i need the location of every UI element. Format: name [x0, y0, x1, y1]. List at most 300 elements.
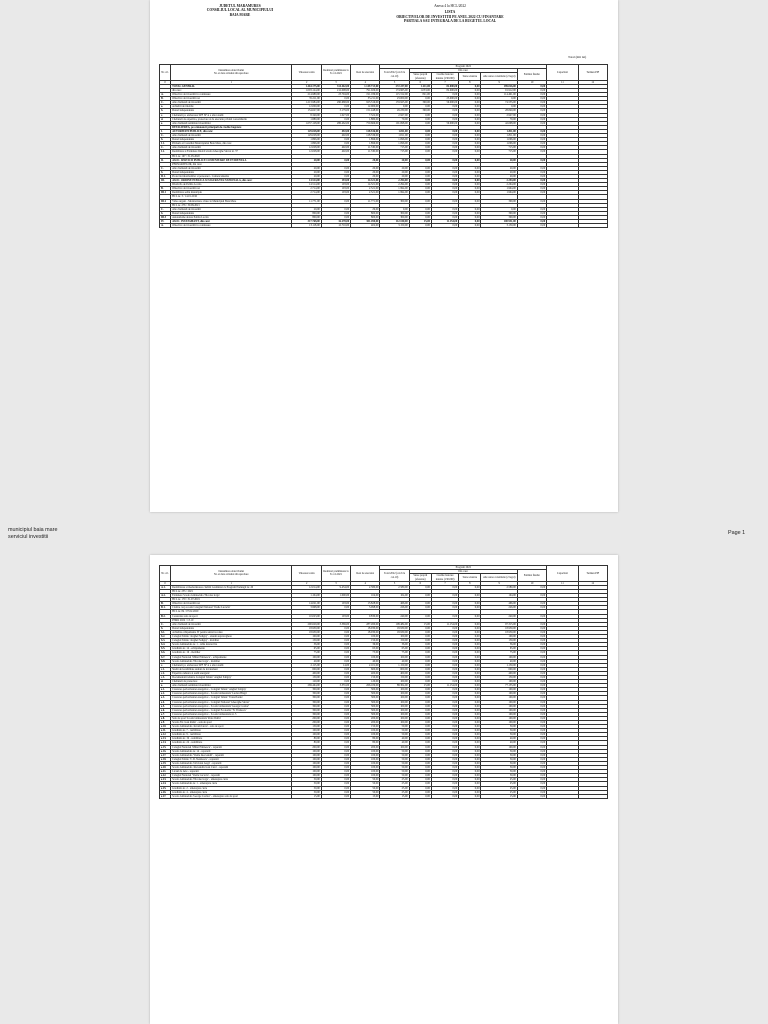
- amount-cell: 50,00: [292, 786, 321, 790]
- amount-cell: 0,00: [431, 93, 458, 97]
- amount-cell: 0,00: [409, 602, 431, 606]
- amount-cell: 50,00: [380, 757, 409, 761]
- amount-cell: 0,00: [431, 215, 458, 219]
- amount-cell: 300,00: [351, 692, 380, 696]
- amount-cell: 0,00: [321, 630, 350, 634]
- row-name: HCL nr. 276 / 30.09.2021: [171, 203, 292, 207]
- amount-cell: 100,00: [481, 712, 517, 716]
- amount-cell: 40,00: [351, 659, 380, 663]
- amount-cell: 715,00: [380, 150, 409, 154]
- amount-cell: 0,00: [321, 778, 350, 782]
- amount-cell: 800,00: [292, 215, 321, 219]
- amount-cell: 200,00: [351, 716, 380, 720]
- amount-cell: 0,00: [409, 105, 431, 109]
- amount-cell: 400,00: [351, 671, 380, 675]
- amount-cell: 0,00: [431, 725, 458, 729]
- row-number: e.20.: [160, 766, 171, 770]
- row-name: Video urgent - Monitorizare video in Municipiul Baia Mare: [171, 199, 292, 203]
- row-number: II.1.: [160, 174, 171, 178]
- amount-cell: 20,00: [380, 174, 409, 178]
- row-name: HCL nr. 197 / 31.05.2020: [171, 154, 292, 158]
- row-number: e.7.: [160, 712, 171, 716]
- amount-cell: 1.150,00: [481, 663, 517, 667]
- amount-cell: 29,00: [351, 207, 380, 211]
- amount-cell: 50,00: [481, 757, 517, 761]
- row-number: b.3.: [160, 639, 171, 643]
- amount-cell: 0,00: [459, 585, 481, 589]
- column-number: 1: [171, 581, 292, 585]
- amount-cell: 10.023,00: [292, 614, 321, 618]
- amount-cell: 25,00: [380, 778, 409, 782]
- amount-cell: 11.154,00: [431, 684, 458, 688]
- amount-cell: 100,00: [481, 680, 517, 684]
- amount-cell: 0,00: [321, 774, 350, 778]
- row-number: c.3.: [160, 675, 171, 679]
- column-header-estimated: Estimat finaliz.: [517, 570, 546, 582]
- row-name: DIALOG de Politia Locala: [171, 183, 292, 187]
- amount-cell: 0,00: [431, 667, 458, 671]
- row-number: e.: [160, 684, 171, 688]
- amount-cell: 0,00: [431, 179, 458, 183]
- row-name: AUTORITATI PUBLICE, din care:: [171, 129, 292, 133]
- amount-cell: 0,00: [321, 647, 350, 651]
- amount-cell: 100,00: [481, 700, 517, 704]
- amount-cell: 13.118,00: [292, 224, 321, 228]
- amount-cell: 0,00: [409, 643, 431, 647]
- amount-cell: 0,00: [459, 696, 481, 700]
- row-number: B.2.: [160, 614, 171, 618]
- row-name: Cresterea performantei energetice - Scoala Gimnaziala 'George Cosbuc': [171, 704, 292, 708]
- row-name: Alte cheltuieli de investitii: [171, 101, 292, 105]
- amount-cell: 0,00: [409, 117, 431, 121]
- amount-cell: 226,00: [380, 606, 409, 610]
- amount-cell: 0,00: [517, 93, 546, 97]
- column-number: 4: [351, 581, 380, 585]
- amount-cell: 101.698,00: [380, 121, 409, 125]
- amount-cell: 0,00: [321, 166, 350, 170]
- amount-cell: 100,00: [380, 700, 409, 704]
- amount-cell: 0,00: [517, 721, 546, 725]
- row-name: Liceul de Arte - reparatii: [171, 770, 292, 774]
- amount-cell: 0,00: [321, 105, 350, 109]
- column-number: 10: [517, 581, 546, 585]
- amount-cell: 120,00: [292, 680, 321, 684]
- row-name: ASOC. ORDINE PUBLICA SI SIGURANTA NATIONALA, din care:: [171, 179, 292, 183]
- amount-cell: 0,00: [321, 761, 350, 765]
- column-number: 6: [409, 581, 431, 585]
- row-number: e.15.: [160, 745, 171, 749]
- amount-cell: 0,00: [409, 667, 431, 671]
- amount-cell: 50,00: [292, 782, 321, 786]
- amount-cell: 12.028,00: [292, 146, 321, 150]
- amount-cell: 0,00: [431, 113, 458, 117]
- row-name: Gradinita nr. 19 - reabilitare: [171, 737, 292, 741]
- column-number: 5: [380, 80, 409, 84]
- amount-cell: 0,00: [431, 134, 458, 138]
- amount-cell: 100,00: [351, 757, 380, 761]
- amount-cell: 18.930,00: [292, 626, 321, 630]
- amount-cell: 0,00: [431, 170, 458, 174]
- amount-cell: 59.000,00: [431, 101, 458, 105]
- row-number: e.19.: [160, 761, 171, 765]
- amount-cell: 50,00: [481, 766, 517, 770]
- row-number: d.: [160, 117, 171, 121]
- amount-cell: 1.464.175,00: [292, 84, 321, 88]
- column-header-own-sources: Surse proprii (aferente): [409, 574, 431, 581]
- column-number: 11: [547, 581, 578, 585]
- amount-cell: 100,00: [380, 704, 409, 708]
- footer-line: municipiul baia mare: [8, 527, 58, 533]
- amount-cell: 1.811,00: [380, 129, 409, 133]
- amount-cell: 11.154,00: [431, 220, 458, 224]
- row-name: Gradinita nr. 4 - amenajare curte: [171, 790, 292, 794]
- amount-cell: 0,00: [517, 647, 546, 651]
- row-number: III.2: [160, 199, 171, 203]
- amount-cell: 0,00: [431, 183, 458, 187]
- amount-cell: 15,00: [351, 794, 380, 798]
- row-number: e.9.: [160, 721, 171, 725]
- amount-cell: 0,00: [409, 782, 431, 786]
- amount-cell: 0,00: [431, 774, 458, 778]
- amount-cell: 0,00: [431, 721, 458, 725]
- amount-cell: 36,00: [292, 643, 321, 647]
- amount-cell: 18.930,00: [292, 630, 321, 634]
- amount-cell: 0,00: [409, 174, 431, 178]
- amount-cell: 300,00: [292, 692, 321, 696]
- amount-cell: 0,00: [431, 630, 458, 634]
- amount-cell: 0,00: [431, 770, 458, 774]
- amount-cell: 0,00: [517, 680, 546, 684]
- amount-cell: 0,00: [517, 675, 546, 679]
- amount-cell: 14.321,00: [351, 179, 380, 183]
- row-name: Gradinita nr. 7 - reabilitare: [171, 729, 292, 733]
- amount-cell: 104,00: [481, 594, 517, 598]
- amount-cell: 20,00: [351, 158, 380, 162]
- amount-cell: 100,00: [380, 708, 409, 712]
- amount-cell: 0,00: [517, 778, 546, 782]
- amount-cell: 0,00: [409, 774, 431, 778]
- amount-cell: 715,00: [380, 146, 409, 150]
- amount-cell: 0,00: [481, 207, 517, 211]
- amount-cell: 0,00: [431, 675, 458, 679]
- amount-cell: 0,00: [321, 737, 350, 741]
- amount-cell: 0,00: [431, 716, 458, 720]
- amount-cell: 0,00: [409, 729, 431, 733]
- amount-cell: 0,00: [431, 647, 458, 651]
- amount-cell: 50,00: [380, 774, 409, 778]
- amount-cell: 0,00: [459, 207, 481, 211]
- amount-cell: 0,00: [409, 626, 431, 630]
- column-header-preliminary: Realizari preliminare la 31.12.2021: [321, 566, 350, 582]
- row-name: Colegiul Tehnic 'Anghel Saligny' - mobilier: [171, 639, 292, 643]
- amount-cell: 0,00: [431, 753, 458, 757]
- amount-cell: 0,00: [517, 733, 546, 737]
- amount-cell: 0,00: [321, 766, 350, 770]
- amount-cell: 14.021,00: [292, 602, 321, 606]
- amount-cell: 1.096,00: [481, 142, 517, 146]
- column-header-deadline: Termen PIF: [578, 65, 607, 81]
- column-header-estimated: Estimat finaliz.: [517, 69, 546, 81]
- amount-cell: 0,00: [431, 651, 458, 655]
- amount-cell: 1.211,00: [409, 84, 431, 88]
- amount-cell: 40,00: [292, 659, 321, 663]
- row-name: TOTAL GENERAL: [171, 84, 292, 88]
- title-line: OBIECTIVELOR DE INVESTITII PE ANUL 2022 CU FINANTARE: [396, 14, 504, 19]
- amount-cell: 0,00: [431, 761, 458, 765]
- row-number: A.1.: [160, 585, 171, 589]
- row-number: d.: [160, 680, 171, 684]
- amount-cell: 112.100,00: [380, 220, 409, 224]
- amount-cell: 40,00: [380, 741, 409, 745]
- amount-cell: 0,00: [431, 150, 458, 154]
- amount-cell: 1.896,00: [351, 138, 380, 142]
- row-number: e.24.: [160, 782, 171, 786]
- amount-cell: 0,00: [517, 790, 546, 794]
- amount-cell: 29.230,00: [380, 109, 409, 113]
- row-name: Scoala Gimnaziala nr. 1 - amenajare curte: [171, 782, 292, 786]
- amount-cell: 100,00: [380, 716, 409, 720]
- amount-cell: 0,00: [517, 105, 546, 109]
- amount-cell: 0,00: [481, 105, 517, 109]
- amount-cell: 11.771,00: [292, 199, 321, 203]
- amount-cell: 0,00: [459, 158, 481, 162]
- row-name: Sala de sport Scoala Gimnaziala 'Petre Dulfu': [171, 716, 292, 720]
- amount-cell: 0,00: [459, 84, 481, 88]
- amount-cell: 0,00: [409, 680, 431, 684]
- column-header-total-value: Valoarea totala: [292, 566, 321, 582]
- amount-cell: 42.698,00: [481, 121, 517, 125]
- amount-cell: 0,00: [431, 794, 458, 798]
- amount-cell: 0,00: [459, 716, 481, 720]
- amount-cell: 0,00: [459, 688, 481, 692]
- row-number: e.3.: [160, 696, 171, 700]
- amount-cell: 0,00: [409, 790, 431, 794]
- row-name: Cresterea performantei energetice - Scoala Gimnaziala nr. 5: [171, 712, 292, 716]
- amount-cell: 0,00: [321, 643, 350, 647]
- amount-cell: 100,00: [292, 766, 321, 770]
- amount-cell: 193,00: [321, 187, 350, 191]
- amount-cell: 2.115,00: [292, 663, 321, 667]
- amount-cell: 0,00: [517, 671, 546, 675]
- amount-cell: 50,00: [351, 778, 380, 782]
- amount-cell: 2.580,00: [351, 585, 380, 589]
- amount-cell: 100,00: [380, 655, 409, 659]
- amount-cell: 1.096,00: [380, 142, 409, 146]
- amount-cell: 25,00: [380, 786, 409, 790]
- amount-cell: 300,00: [351, 708, 380, 712]
- row-name: Scoala 'Dr. Ioan Ratiu' - sala de sport: [171, 721, 292, 725]
- amount-cell: 0,00: [517, 199, 546, 203]
- amount-cell: 20,00: [292, 166, 321, 170]
- amount-cell: 0,00: [459, 770, 481, 774]
- amount-cell: 0,00: [409, 129, 431, 133]
- amount-cell: 0,00: [409, 721, 431, 725]
- amount-cell: 0,00: [409, 659, 431, 663]
- amount-cell: 0,00: [321, 158, 350, 162]
- amount-cell: 0,00: [321, 708, 350, 712]
- amount-cell: 0,00: [409, 757, 431, 761]
- amount-cell: 0,00: [321, 696, 350, 700]
- amount-cell: 50,00: [380, 733, 409, 737]
- amount-cell: 0,00: [321, 729, 350, 733]
- row-name: Obiective de investitii noi: [171, 187, 292, 191]
- row-name: Cresterea performantei energetice - Scoala Gimnaziala 'Lucian Blaga': [171, 692, 292, 696]
- row-name: Gradinita nr. 16 - mobilier: [171, 651, 292, 655]
- row-number: e.16.: [160, 749, 171, 753]
- amount-cell: 0,00: [517, 737, 546, 741]
- row-name: Gradinita nr. 24 - reabilitare: [171, 741, 292, 745]
- amount-cell: 0,00: [409, 170, 431, 174]
- amount-cell: 0,00: [517, 614, 546, 618]
- amount-cell: 14.321,00: [351, 183, 380, 187]
- amount-cell: 15,00: [292, 794, 321, 798]
- row-name: ASOC. INVATAMANT, din care:: [171, 220, 292, 224]
- amount-cell: 0,00: [431, 207, 458, 211]
- amount-cell: 82.000,00: [431, 84, 458, 88]
- amount-cell: 0,00: [459, 179, 481, 183]
- column-number: 9: [481, 80, 517, 84]
- amount-cell: 75,00: [380, 651, 409, 655]
- amount-cell: 0,00: [431, 614, 458, 618]
- amount-cell: 50,00: [481, 749, 517, 753]
- amount-cell: 0,00: [321, 215, 350, 219]
- amount-cell: 0,00: [409, 696, 431, 700]
- amount-cell: 0,00: [459, 700, 481, 704]
- amount-cell: 0,00: [431, 778, 458, 782]
- amount-cell: 50,00: [481, 770, 517, 774]
- amount-cell: 0,00: [459, 651, 481, 655]
- amount-cell: 402,00: [351, 224, 380, 228]
- amount-cell: 100,00: [481, 745, 517, 749]
- row-number: e.18.: [160, 757, 171, 761]
- row-number: A.: [160, 224, 171, 228]
- amount-cell: 150,00: [380, 675, 409, 679]
- amount-cell: 11.536,00: [351, 150, 380, 154]
- row-name: Achizitii de imobile: [171, 105, 292, 109]
- amount-cell: 0,00: [459, 101, 481, 105]
- amount-cell: 0,00: [459, 97, 481, 101]
- row-number: e.22.: [160, 774, 171, 778]
- amount-cell: 0,00: [321, 725, 350, 729]
- amount-cell: 0,00: [459, 117, 481, 121]
- amount-cell: 0,00: [459, 721, 481, 725]
- amount-cell: 0,00: [431, 138, 458, 142]
- amount-cell: 12.000,00: [292, 105, 321, 109]
- amount-cell: 11.154,00: [431, 622, 458, 626]
- amount-cell: 100,00: [481, 655, 517, 659]
- column-header-deadline: Termen PIF: [578, 566, 607, 582]
- empty-cell: [578, 794, 607, 798]
- amount-cell: 0,00: [431, 790, 458, 794]
- amount-cell: 0,00: [409, 191, 431, 195]
- amount-cell: 200,00: [292, 721, 321, 725]
- row-number: b.7.: [160, 655, 171, 659]
- row-number: IV.: [160, 220, 171, 224]
- amount-cell: 0,00: [459, 129, 481, 133]
- amount-cell: 0,00: [459, 215, 481, 219]
- amount-cell: 9.434,00: [321, 585, 350, 589]
- row-name: PERSOANELOR, din care:: [171, 162, 292, 166]
- amount-cell: 1.096,00: [481, 138, 517, 142]
- amount-cell: 1.096,00: [380, 138, 409, 142]
- amount-cell: 14,00: [321, 663, 350, 667]
- amount-cell: 0,00: [459, 684, 481, 688]
- amount-cell: 174.965,00: [380, 89, 409, 93]
- amount-cell: 0,00: [517, 606, 546, 610]
- amount-cell: 492,00: [321, 150, 350, 154]
- amount-cell: 104,00: [380, 594, 409, 598]
- amount-cell: 70,00: [380, 117, 409, 121]
- row-name: Scoala Gimnaziala 'Nicolae Iorga' - mobilier: [171, 659, 292, 663]
- column-header-name-title: Denumirea obiectivului: [218, 69, 244, 73]
- amount-cell: 65,00: [351, 647, 380, 651]
- amount-cell: 0,00: [517, 224, 546, 228]
- amount-cell: 50,00: [380, 761, 409, 765]
- column-number: 12: [578, 80, 607, 84]
- amount-cell: 100,00: [292, 774, 321, 778]
- amount-cell: 0,00: [431, 712, 458, 716]
- amount-cell: 0,00: [431, 692, 458, 696]
- amount-cell: 0,00: [409, 716, 431, 720]
- amount-cell: 0,00: [517, 117, 546, 121]
- amount-cell: 286.462,00: [321, 121, 350, 125]
- amount-cell: 0,00: [459, 659, 481, 663]
- amount-cell: 25,00: [380, 782, 409, 786]
- amount-cell: 0,00: [459, 174, 481, 178]
- amount-cell: 100,00: [351, 770, 380, 774]
- amount-cell: 9.830,00: [351, 614, 380, 618]
- amount-cell: 400,00: [481, 671, 517, 675]
- row-number: b.8.: [160, 659, 171, 663]
- column-number: 7: [431, 80, 458, 84]
- amount-cell: 50,00: [380, 725, 409, 729]
- amount-cell: 191.186,00: [351, 93, 380, 97]
- row-name: DETALIEREA, pe ordonatori principali de credite bugetare: [171, 125, 292, 129]
- row-number: A.: [160, 93, 171, 97]
- amount-cell: 20,00: [481, 174, 517, 178]
- amount-cell: 1.150,00: [380, 663, 409, 667]
- amount-cell: 200,00: [292, 716, 321, 720]
- amount-cell: 0,00: [517, 725, 546, 729]
- amount-cell: 1.994,00: [380, 191, 409, 195]
- column-number: 6: [409, 80, 431, 84]
- row-name: Documentatii tehnice Colegiul Tehnic 'Anghel Saligny': [171, 675, 292, 679]
- amount-cell: 128.536,00: [351, 129, 380, 133]
- amount-cell: 0,00: [459, 790, 481, 794]
- amount-cell: 0,00: [409, 692, 431, 696]
- row-number: e.14.: [160, 741, 171, 745]
- page-number: Page 1: [728, 530, 746, 536]
- amount-cell: 104,00: [351, 594, 380, 598]
- amount-cell: 0,00: [321, 712, 350, 716]
- amount-cell: 0,00: [459, 761, 481, 765]
- row-name: PNRR 2022 / 13.10: [171, 618, 292, 622]
- column-header-of-which: Din care:: [409, 570, 517, 574]
- amount-cell: 40,00: [380, 737, 409, 741]
- amount-cell: 65,00: [481, 647, 517, 651]
- page-footer: [8, 527, 57, 541]
- amount-cell: 100,00: [292, 761, 321, 765]
- amount-cell: 300,00: [351, 712, 380, 716]
- amount-cell: 0,00: [459, 635, 481, 639]
- amount-cell: 0,00: [459, 655, 481, 659]
- amount-cell: 50,00: [380, 766, 409, 770]
- amount-cell: 0,00: [321, 741, 350, 745]
- amount-cell: 0,00: [459, 121, 481, 125]
- amount-cell: 0,00: [321, 753, 350, 757]
- row-name: Scoala Gimnaziala 'Avram Iancu' - sala de sport: [171, 725, 292, 729]
- amount-cell: 0,00: [431, 166, 458, 170]
